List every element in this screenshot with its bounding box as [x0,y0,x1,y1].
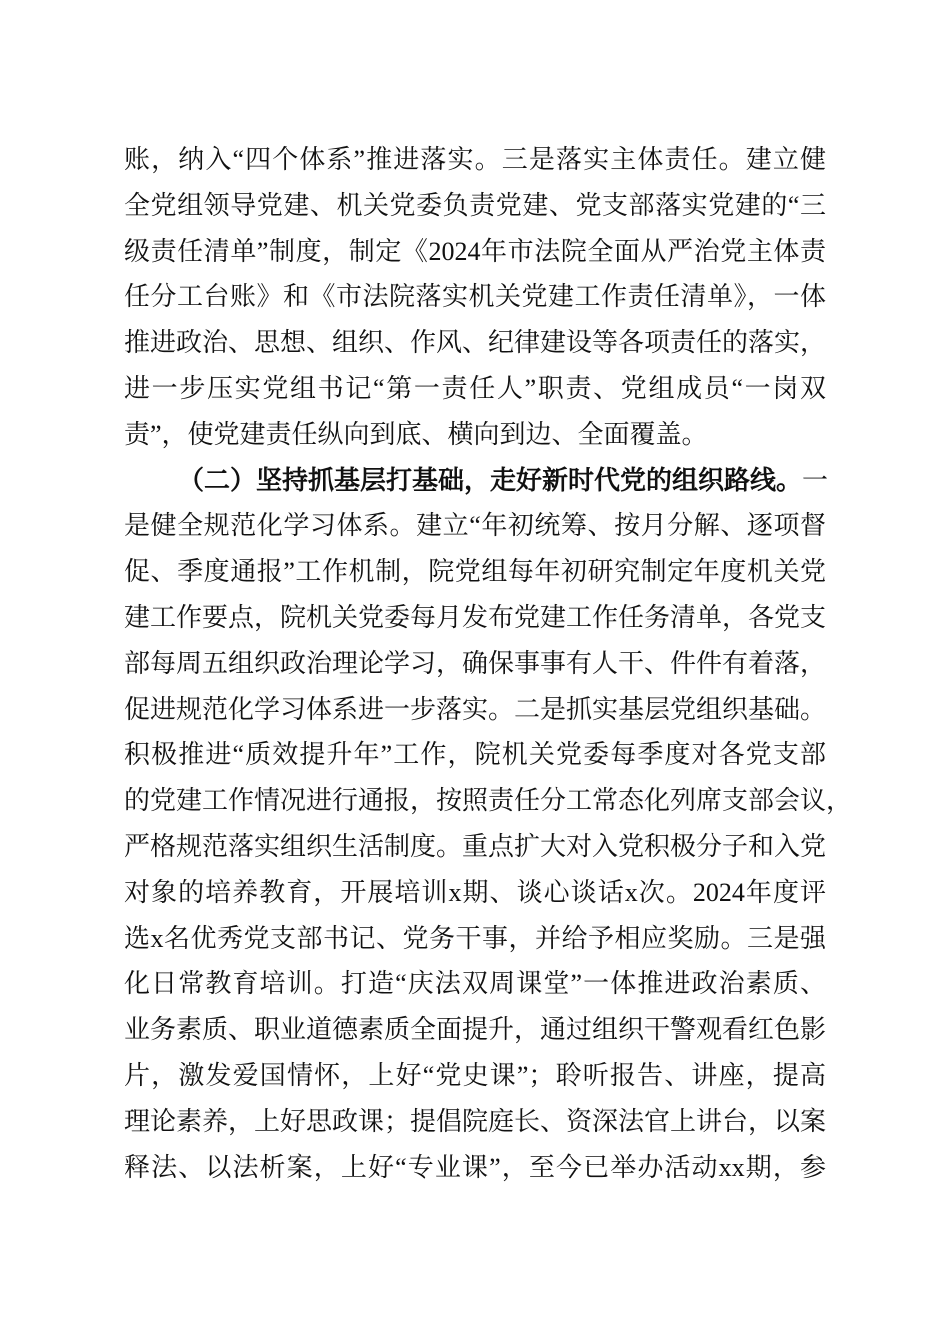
text-line: 级责任清单”制度，制定《2024年市法院全面从严治党主体责 [124,236,826,266]
text-line: 对象的培养教育，开展培训x期、谈心谈话x次。2024年度评 [124,877,826,907]
section-heading-line [124,458,829,504]
text-line: 促进规范化学习体系进一步落实。二是抓实基层党组织基础。 [124,694,827,724]
text-line: 全党组领导党建、机关党委负责党建、党支部落实党建的“三 [124,190,826,220]
text-line: 积极推进“质效提升年”工作，院机关党委每季度对各党支部 [124,740,826,770]
text-line: 释法、以法析案，上好“专业课”，至今已举办活动xx期，参 [124,1152,826,1182]
document-page [124,137,853,1190]
text-line: 选x名优秀党支部书记、党务干事，并给予相应奖励。三是强 [124,923,826,953]
text-line: 促、季度通报”工作机制，院党组每年初研究制定年度机关党 [124,557,826,587]
text-line: 化日常教育培训。打造“庆法双周课堂”一体推进政治素质、 [124,969,826,999]
text-line: 建工作要点，院机关党委每月发布党建工作任务清单，各党支 [124,602,827,632]
paragraph-2 [124,458,853,1191]
text-line: 的党建工作情况进行通报，按照责任分工常态化列席支部会议， [124,786,853,816]
paragraph-1 [124,137,826,458]
text-line: 严格规范落实组织生活制度。重点扩大对入党积极分子和入党 [124,831,827,861]
text-line: 责”，使党建责任纵向到底、横向到边、全面覆盖。 [124,419,708,449]
text-line: 是健全规范化学习体系。建立“年初统筹、按月分解、逐项督 [124,511,826,541]
text-line: 进一步压实党组书记“第一责任人”职责、党组成员“一岗双 [124,373,826,403]
text-line: 部每周五组织政治理论学习，确保事事有人干、件件有着落， [124,648,827,678]
heading-tail-text: 一 [802,465,829,495]
text-line: 业务素质、职业道德素质全面提升，通过组织干警观看红色影 [124,1015,827,1045]
text-line: 账，纳入“四个体系”推进落实。三是落实主体责任。建立健 [124,145,826,174]
text-line: 任分工台账》和《市法院落实机关党建工作责任清单》，一体 [124,282,826,312]
text-line: 推进政治、思想、组织、作风、纪律建设等各项责任的落实， [124,328,827,358]
text-line: 片，激发爱国情怀，上好“党史课”；聆听报告、讲座，提高 [124,1060,826,1090]
text-line: 理论素养，上好思政课；提倡院庭长、资深法官上讲台，以案 [124,1106,827,1136]
section-heading: （二）坚持抓基层打基础，走好新时代党的组织路线。 [178,465,803,495]
